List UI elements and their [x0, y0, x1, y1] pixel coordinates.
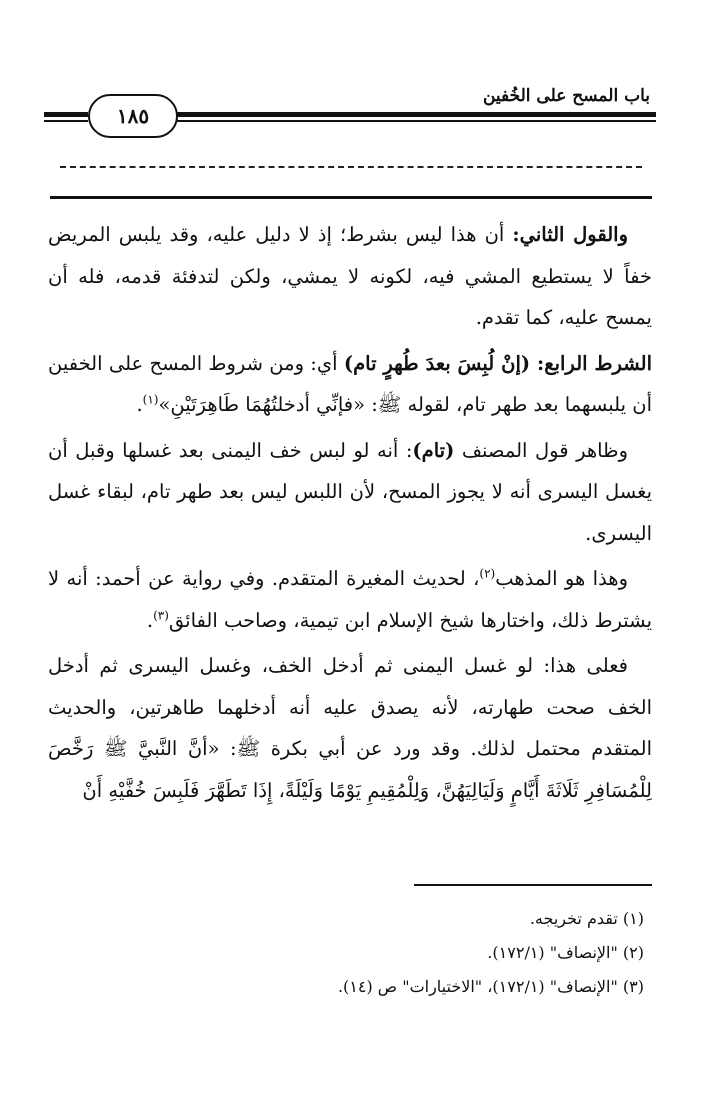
footnote-ref: (١)	[142, 392, 159, 407]
footnote-3: (٣) "الإنصاف" (١٧٢/١)، "الاختيارات" ص (١٤).	[337, 977, 644, 996]
paragraph-text: ، لحديث المغيرة المتقدم. وفي رواية عن أحمد: أنه لا يشترط ذلك، واختارها شيخ الإسلام ابن تيمية، وصاحب الفائق	[48, 567, 652, 632]
body-text	[48, 214, 652, 815]
footnote-ref: (٣)	[153, 608, 169, 622]
header-rule-thick	[174, 112, 656, 117]
solid-divider	[50, 196, 652, 199]
paragraph-2	[48, 343, 652, 426]
footnotes	[48, 902, 652, 1004]
footnote-2: (٢) "الإنصاف" (١٧٢/١).	[487, 943, 644, 962]
paragraph-3	[48, 430, 652, 555]
paragraph-text: فعلى هذا: لو غسل اليمنى ثم أدخل الخف، وغسل اليسرى ثم أدخل الخف صحت طهارته، لأنه يصدق عليه أنه أدخلهما طاهرتين، والحديث المتقدم محتمل لذلك. وقد ورد عن أبي بكرة ﷺ: «أنَّ النَّبيَّ ﷺ رَخَّصَ لِلْمُسَافِرِ ثَلَاثَةَ أَيَّامٍ وَلَيَالِيَهُنَّ، وَلِلْمُقِيمِ يَوْمًا وَلَيْلَةً، إِذَا تَطَهَّرَ فَلَبِسَ خُفَّيْهِ أَنْ	[48, 654, 652, 802]
paragraph-tail: .	[136, 393, 143, 416]
paragraph-lead: والقول الثاني:	[512, 223, 628, 246]
paragraph-5	[48, 645, 652, 811]
paragraph-pre: وهذا هو المذهب	[495, 567, 628, 590]
paragraph-lead: الشرط الرابع: (إنْ لُبِسَ بعدَ طُهرٍ تام)	[343, 351, 652, 375]
paragraph-text: أن هذا ليس بشرط؛ إذ لا دليل عليه، وقد يلبس المريض خفاً لا يستطيع المشي فيه، لكونه لا يمشي، ولكن لتدفئة قدمه، فله أن يمسح عليه، كما تقدم.	[48, 223, 652, 329]
header-rule-left-thin	[44, 120, 88, 122]
footnote-ref: (٢)	[479, 566, 496, 581]
dashed-divider	[60, 166, 642, 168]
page-header	[44, 78, 656, 138]
footnote-separator	[414, 884, 652, 886]
paragraph-pre: وظاهر قول المصنف	[454, 438, 628, 462]
header-rule-left-thick	[44, 112, 88, 117]
chapter-title: باب المسح على الخُفين	[482, 86, 650, 106]
paragraph-4	[48, 558, 652, 641]
page-number: ١٨٥	[88, 94, 178, 138]
paragraph-1	[48, 214, 652, 339]
paragraph-text: أي: ومن شروط المسح على الخفين أن يلبسهما بعد طهر تام، لقوله ﷺ: «فإنِّي أدخلتُهُمَا طَاهِرَتَيْنِ»	[48, 351, 652, 416]
footnote-1: (١) تقدم تخريجه.	[529, 909, 644, 928]
paragraph-tail: .	[146, 608, 154, 632]
header-rule-thin	[174, 120, 656, 122]
paragraph-bold: (تام)	[412, 438, 455, 462]
paragraph-text: : أنه لو لبس خف اليمنى بعد غسلها وقبل أن يغسل اليسرى أنه لا يجوز المسح، لأن اللبس ليس بعد طهر تام، لبقاء غسل اليسرى.	[48, 438, 652, 545]
